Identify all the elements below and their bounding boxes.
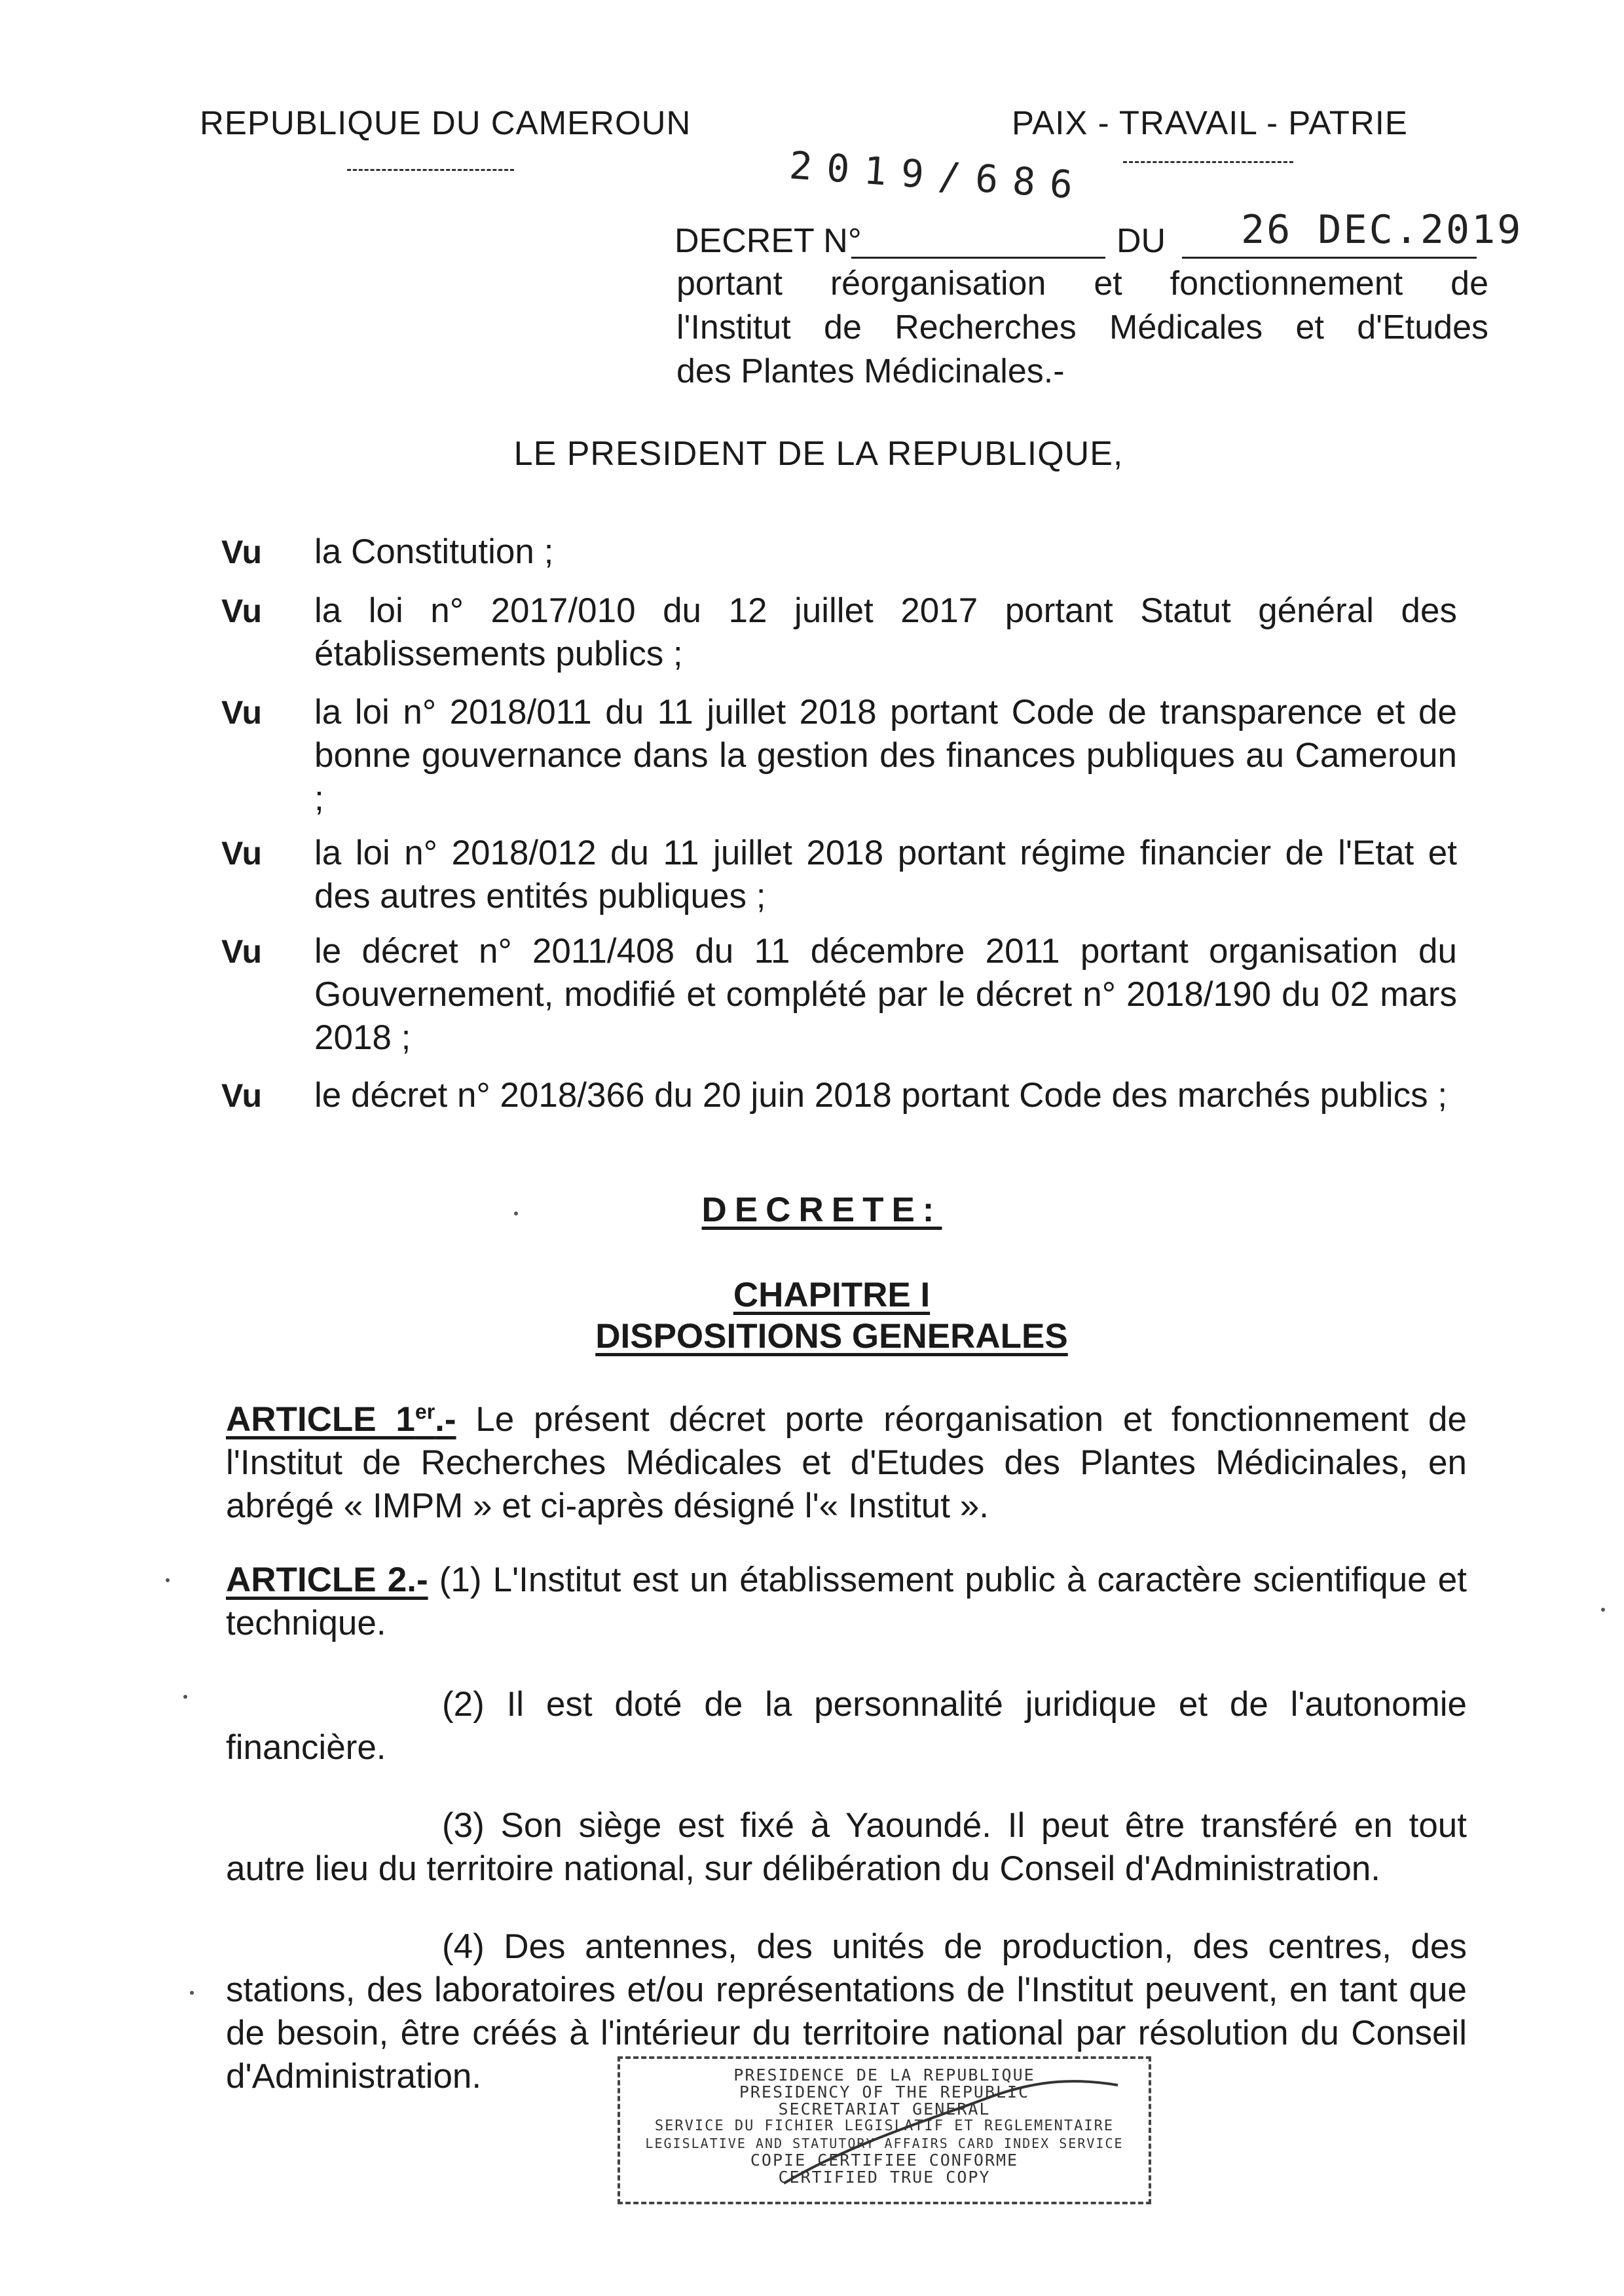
certified-copy-stamp <box>618 2056 1151 2204</box>
decree-date-stamp: 26 DEC.2019 <box>1241 207 1523 253</box>
scan-speck <box>1601 1608 1605 1612</box>
visa-text: la loi n° 2017/010 du 12 juillet 2017 portant Statut général des établissements publics ; <box>314 591 1457 673</box>
stamp-line: SECRETARIAT GENERAL <box>778 2100 991 2119</box>
article-2-p1 <box>226 1559 1467 1645</box>
visa-text: le décret n° 2018/366 du 20 juin 2018 portant Code des marchés publics ; <box>314 1076 1448 1115</box>
decree-label: DECRET N° <box>674 222 862 260</box>
decree-date-line <box>1182 257 1477 259</box>
visa-text: la loi n° 2018/011 du 11 juillet 2018 portant Code de transparence et de bonne gouvernance dans la gestion des finances publiques au Cameroun ; <box>314 693 1457 818</box>
decree-number-line <box>851 257 1105 259</box>
stamp-line: LEGISLATIVE AND STATUTORY AFFAIRS CARD INDEX SERVICE <box>645 2136 1124 2151</box>
article-2-label: ARTICLE 2.- <box>226 1561 428 1599</box>
stamp-line: COPIE CERTIFIEE CONFORME <box>750 2151 1019 2170</box>
visa-text: le décret n° 2011/408 du 11 décembre 2011 portant organisation du Gouvernement, modifié et complété par le décret n° 2018/190 du 02 mars 2018 ; <box>314 932 1457 1057</box>
decree-number-handwritten: 2019/686 <box>788 143 1089 208</box>
stamp-line: SERVICE DU FICHIER LEGISLATIF ET REGLEMENTAIRE <box>654 2118 1115 2134</box>
chapter-title: CHAPITRE I <box>733 1276 931 1314</box>
article-2-p2-text: (2) Il est doté de la personnalité juridique et de l'autonomie financière. <box>226 1685 1467 1767</box>
article-2-p4-text: (4) Des antennes, des unités de production, des centres, des stations, des laboratoires et/ou représentations de l'Institut peuvent, en tant que de besoin, être créés à l'intérieur du territoire national par résolution du Conseil d'Administration. <box>226 1927 1467 2096</box>
chapter-subtitle: DISPOSITIONS GENERALES <box>595 1317 1068 1356</box>
stamp-line: PRESIDENCE DE LA REPUBLIQUE <box>733 2065 1035 2084</box>
decree-title <box>676 262 1488 394</box>
president-heading: LE PRESIDENT DE LA REPUBLIQUE, <box>513 435 1124 473</box>
article-1-label: ARTICLE 1er.- <box>226 1399 456 1439</box>
visa-label: Vu <box>221 1077 263 1114</box>
header-right-divider <box>1123 161 1293 163</box>
decree-title-line: l'Institut de Recherches Médicales et d'Etudes <box>676 308 1488 346</box>
article-1 <box>226 1398 1467 1528</box>
article-2-p1-text: (1) L'Institut est un établissement public à caractère scientifique et technique. <box>226 1561 1467 1642</box>
stamp-signature-stroke <box>620 2059 1154 2207</box>
visa-label: Vu <box>221 534 263 570</box>
visa-text: la loi n° 2018/012 du 11 juillet 2018 portant régime financier de l'Etat et des autres entités publiques ; <box>314 834 1457 916</box>
header-motto: PAIX - TRAVAIL - PATRIE <box>1012 104 1408 141</box>
article-1-text: Le présent décret porte réorganisation et fonctionnement de l'Institut de Recherches Médicales et d'Etudes des Plantes Médicinales, en abrégé « IMPM » et ci-après désigné l'« Institut ». <box>226 1400 1467 1525</box>
article-2-p2 <box>226 1683 1467 1769</box>
article-2-p3 <box>226 1804 1467 1891</box>
decree-title-line: des Plantes Médicinales.- <box>676 352 1065 390</box>
visa-label: Vu <box>221 933 263 970</box>
header-country: REPUBLIQUE DU CAMEROUN <box>200 104 692 141</box>
stamp-line: PRESIDENCY OF THE REPUBLIC <box>739 2083 1030 2102</box>
decrete-heading: DECRETE: <box>701 1191 942 1229</box>
visa-text: la Constitution ; <box>314 532 554 571</box>
visa-label: Vu <box>221 694 263 731</box>
article-2-p3-text: (3) Son siège est fixé à Yaoundé. Il peut être transféré en tout autre lieu du territoire national, sur délibération du Conseil d'Administration. <box>226 1806 1467 1888</box>
scan-speck <box>190 1991 194 1995</box>
visa-label: Vu <box>221 593 263 629</box>
scan-speck <box>183 1695 187 1699</box>
visa-label: Vu <box>221 835 263 872</box>
scan-speck <box>166 1578 170 1582</box>
scan-speck <box>514 1212 518 1215</box>
decree-title-line: portant réorganisation et fonctionnement de <box>676 265 1488 303</box>
decree-du-label: DU <box>1116 222 1166 260</box>
stamp-line: CERTIFIED TRUE COPY <box>778 2168 991 2187</box>
header-left-divider <box>347 169 514 171</box>
